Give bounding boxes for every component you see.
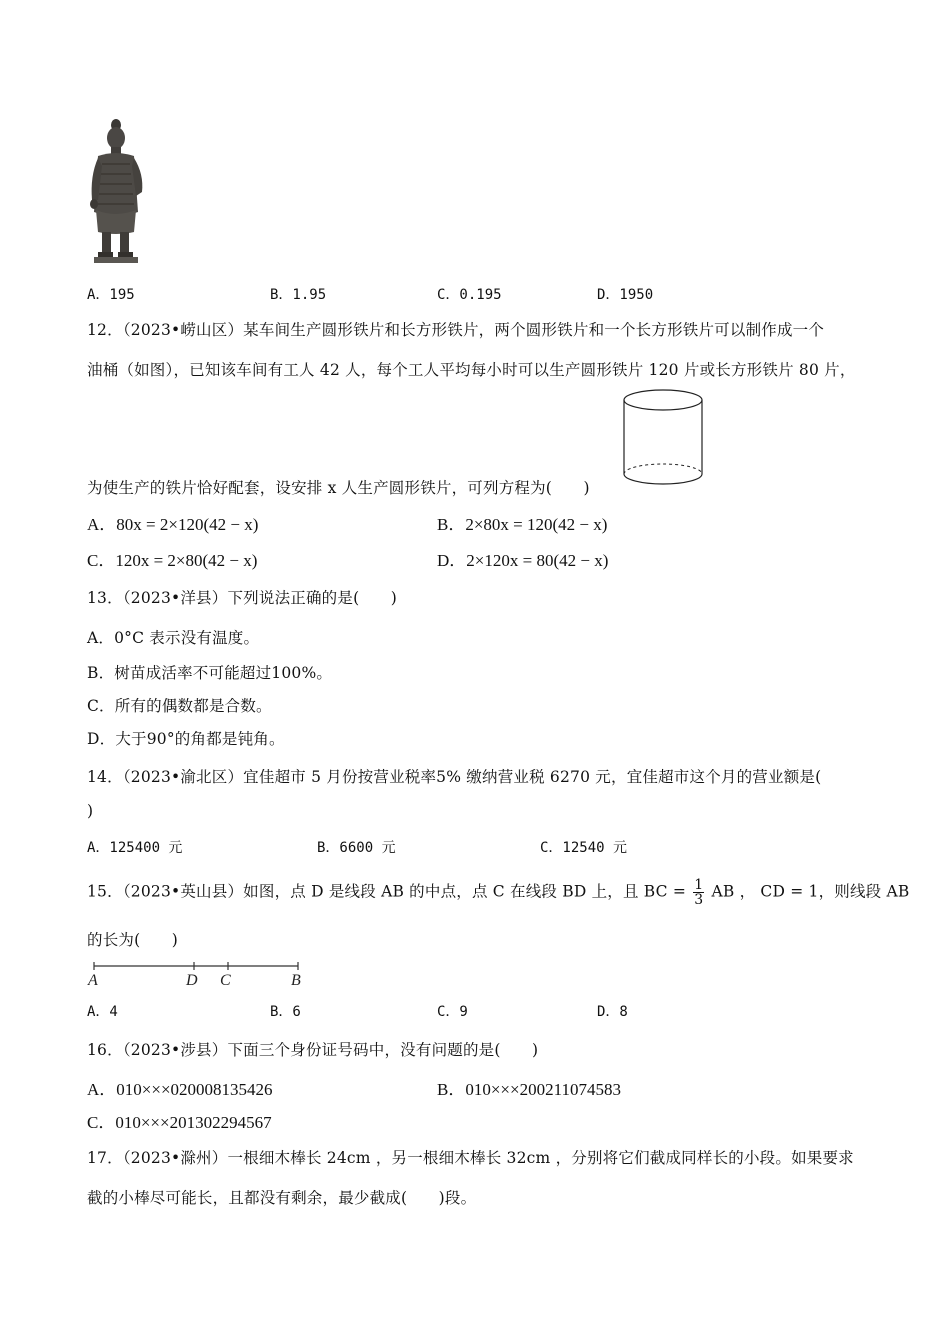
point-c-label: C (220, 972, 231, 989)
q11-option-b[interactable]: B．1.95 (270, 287, 327, 303)
q15-fraction-denominator: 3 (694, 892, 704, 908)
q14-option-c[interactable]: C．12540 元 (540, 840, 628, 856)
q15-fraction (693, 878, 704, 907)
q12-option-d[interactable]: D．2×120x = 80(42 − x) (437, 551, 609, 570)
q12-option-a[interactable]: A．80x = 2×120(42 − x) (87, 515, 259, 534)
q15-option-a[interactable]: A．4 (87, 1004, 118, 1020)
q15-fraction-numerator: 1 (694, 877, 704, 893)
q13-stem: 13．（2023•洋县）下列说法正确的是( ) (87, 589, 397, 607)
q14-option-b[interactable]: B．6600 元 (317, 840, 396, 856)
q16-option-c[interactable]: C．010×××201302294567 (87, 1113, 272, 1132)
q12-stem-line2: 油桶（如图），已知该车间有工人 42 人，每个工人平均每小时可以生产圆形铁片 120 片或长方形铁片 80 片， (87, 361, 856, 379)
q17-stem-line1: 17．（2023•滁州）一根细木棒长 24cm ，另一根细木棒长 32cm ，分别将它们截成同样长的小段。如果要求 (87, 1149, 854, 1167)
q16-option-b[interactable]: B．010×××200211074583 (437, 1080, 621, 1099)
q12-option-b[interactable]: B．2×80x = 120(42 − x) (437, 515, 608, 534)
q12-option-c[interactable]: C．120x = 2×80(42 − x) (87, 551, 258, 570)
point-d-label: D (186, 972, 198, 989)
q15-stem-part-b: AB ， CD = 1，则线段 AB (711, 882, 910, 901)
cylinder-figure (620, 388, 706, 488)
point-b-label: B (291, 972, 301, 989)
q16-option-a[interactable]: A．010×××020008135426 (87, 1080, 273, 1099)
q14-option-a[interactable]: A．125400 元 (87, 840, 183, 856)
line-segment-figure (86, 958, 312, 990)
q11-option-a[interactable]: A．195 (87, 287, 135, 303)
q13-option-d[interactable]: D．大于90°的角都是钝角。 (87, 730, 285, 748)
q13-option-c[interactable]: C．所有的偶数都是合数。 (87, 697, 272, 715)
q12-stem-line1: 12．（2023•崂山区）某车间生产圆形铁片和长方形铁片，两个圆形铁片和一个长方形铁片可以制作成一个 (87, 321, 825, 339)
terracotta-warrior-image (86, 116, 150, 266)
q14-stem-line2: ) (87, 802, 94, 820)
q13-option-a[interactable]: A．0°C 表示没有温度。 (87, 629, 260, 647)
q16-stem: 16．（2023•涉县）下面三个身份证号码中，没有问题的是( ) (87, 1041, 539, 1059)
q14-stem-line1: 14．（2023•渝北区）宜佳超市 5 月份按营业税率5% 缴纳营业税 6270 元，宜佳超市这个月的营业额是( (87, 768, 822, 786)
q12-stem-line3: 为使生产的铁片恰好配套，设安排 x 人生产圆形铁片，可列方程为( ) (87, 479, 590, 497)
q13-option-b[interactable]: B．树苗成活率不可能超过100%。 (87, 664, 333, 682)
q15-stem-line1 (87, 878, 910, 907)
q15-option-c[interactable]: C．9 (437, 1004, 468, 1020)
q11-option-d[interactable]: D．1950 (597, 287, 654, 303)
point-a-label: A (88, 972, 98, 989)
q15-stem-line2: 的长为( ) (87, 931, 178, 949)
q11-option-c[interactable]: C．0.195 (437, 287, 502, 303)
q15-stem-part-a: 15．（2023•英山县）如图，点 D 是线段 AB 的中点，点 C 在线段 BD 上，且 BC = (87, 882, 687, 901)
q15-option-b[interactable]: B．6 (270, 1004, 301, 1020)
q17-stem-line2: 截的小棒尽可能长，且都没有剩余，最少截成( )段。 (87, 1189, 477, 1207)
q15-option-d[interactable]: D．8 (597, 1004, 628, 1020)
